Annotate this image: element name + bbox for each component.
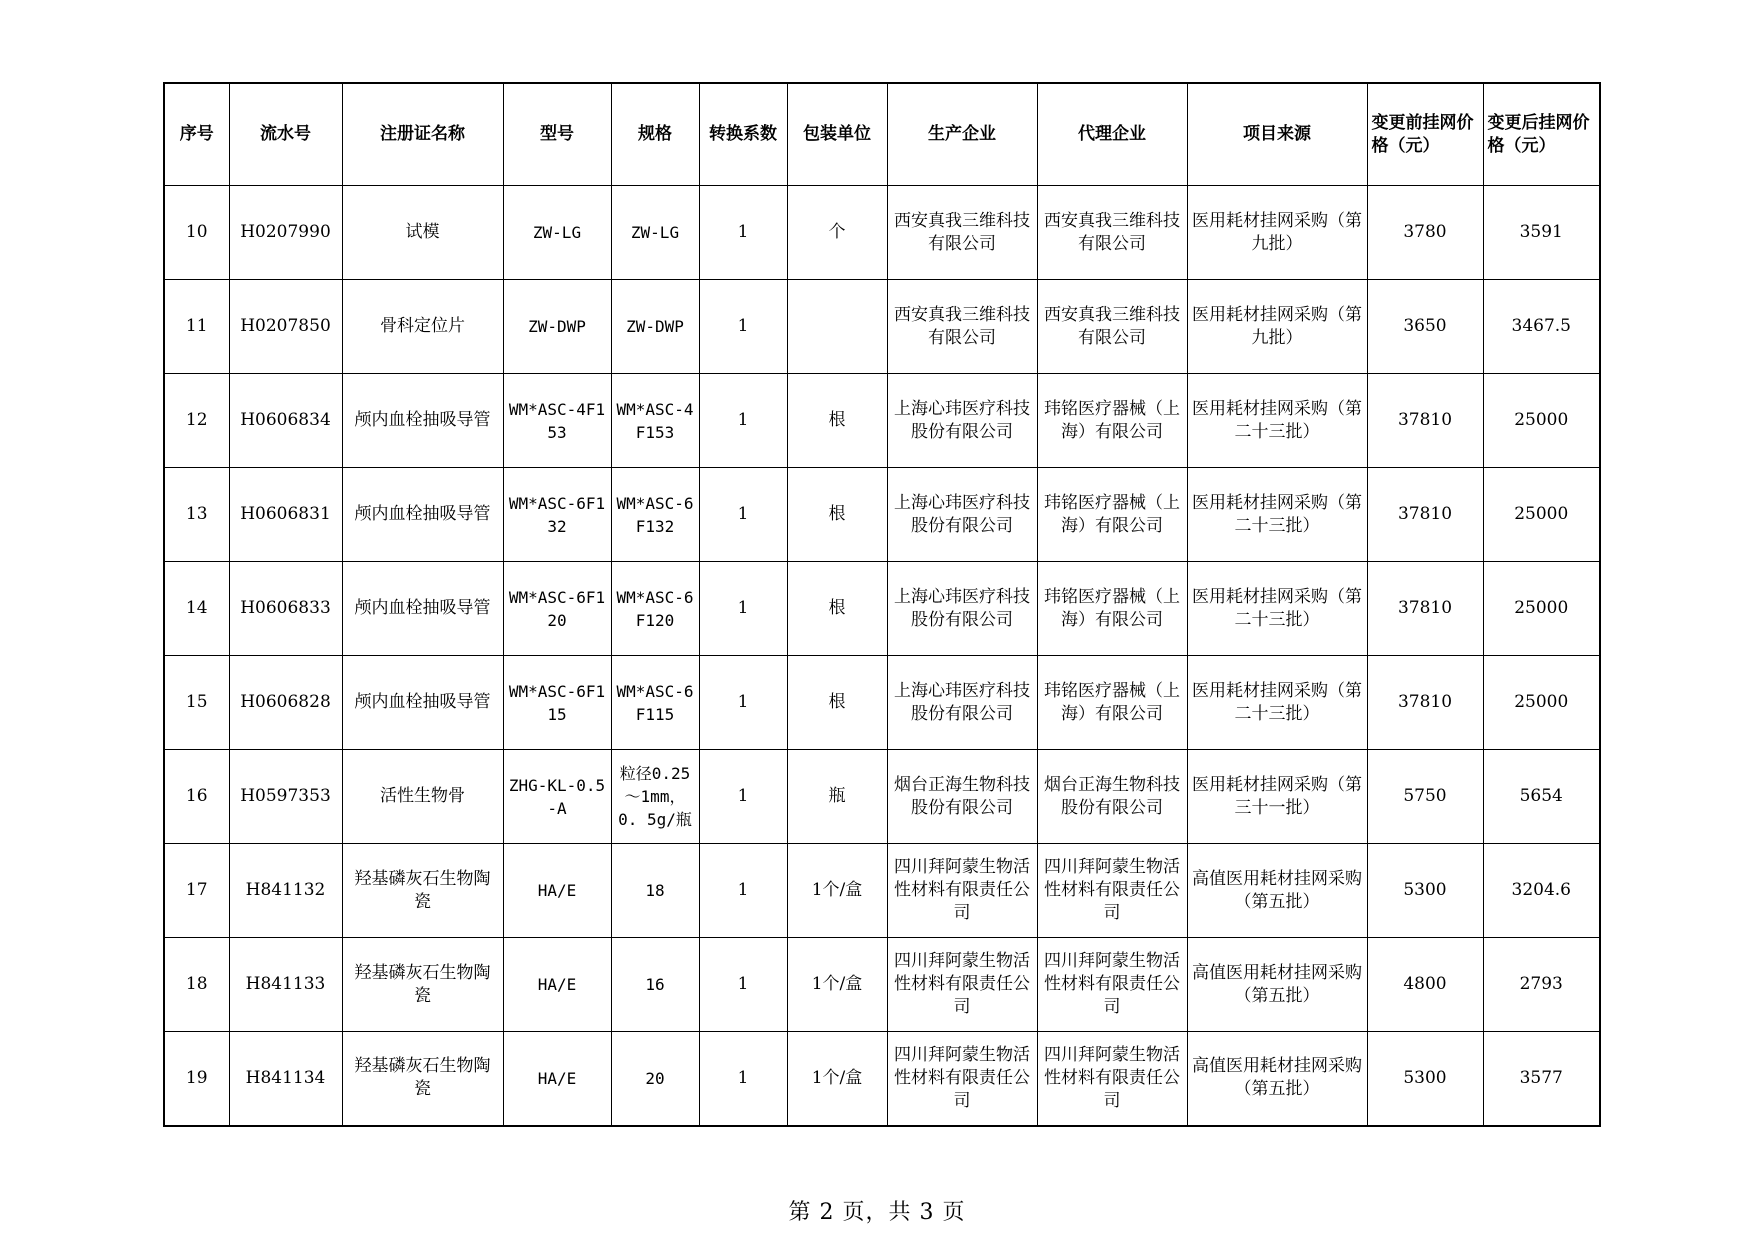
cell-model: HA/E [503, 1032, 611, 1126]
cell-spec: 粒径0.25～1mm，0. 5g/瓶 [611, 750, 699, 844]
cell-serial-no: H0207990 [229, 186, 342, 280]
cell-agent: 玮铭医疗器械（上海）有限公司 [1037, 374, 1187, 468]
table-body [164, 186, 1600, 1126]
cell-price-after: 25000 [1483, 562, 1600, 656]
cell-agent: 四川拜阿蒙生物活性材料有限责任公司 [1037, 844, 1187, 938]
cell-model: WM*ASC-6F115 [503, 656, 611, 750]
cell-price-before: 3780 [1367, 186, 1483, 280]
cell-price-before: 5300 [1367, 1032, 1483, 1126]
header-price-after: 变更后挂网价格（元） [1483, 83, 1600, 186]
cell-model: WM*ASC-6F120 [503, 562, 611, 656]
cell-model: HA/E [503, 844, 611, 938]
cell-spec: 18 [611, 844, 699, 938]
cell-spec: WM*ASC-6F115 [611, 656, 699, 750]
cell-project-source: 高值医用耗材挂网采购（第五批） [1187, 1032, 1367, 1126]
cell-agent: 烟台正海生物科技股份有限公司 [1037, 750, 1187, 844]
cell-price-before: 37810 [1367, 468, 1483, 562]
cell-index: 17 [164, 844, 229, 938]
cell-project-source: 医用耗材挂网采购（第二十三批） [1187, 562, 1367, 656]
cell-registration-name: 羟基磷灰石生物陶瓷 [342, 938, 503, 1032]
cell-manufacturer: 上海心玮医疗科技股份有限公司 [887, 374, 1037, 468]
cell-manufacturer: 上海心玮医疗科技股份有限公司 [887, 656, 1037, 750]
cell-conversion-factor: 1 [699, 750, 787, 844]
cell-project-source: 医用耗材挂网采购（第二十三批） [1187, 374, 1367, 468]
cell-index: 11 [164, 280, 229, 374]
header-manufacturer: 生产企业 [887, 83, 1037, 186]
cell-index: 16 [164, 750, 229, 844]
header-agent: 代理企业 [1037, 83, 1187, 186]
cell-package-unit [787, 280, 887, 374]
header-row [164, 83, 1600, 186]
cell-conversion-factor: 1 [699, 374, 787, 468]
table-row [164, 1032, 1600, 1126]
cell-project-source: 医用耗材挂网采购（第二十三批） [1187, 468, 1367, 562]
cell-index: 13 [164, 468, 229, 562]
cell-spec: ZW-DWP [611, 280, 699, 374]
cell-conversion-factor: 1 [699, 1032, 787, 1126]
cell-price-before: 5300 [1367, 844, 1483, 938]
cell-manufacturer: 西安真我三维科技有限公司 [887, 280, 1037, 374]
cell-manufacturer: 四川拜阿蒙生物活性材料有限责任公司 [887, 938, 1037, 1032]
cell-model: WM*ASC-6F132 [503, 468, 611, 562]
cell-model: HA/E [503, 938, 611, 1032]
cell-registration-name: 颅内血栓抽吸导管 [342, 374, 503, 468]
cell-agent: 玮铭医疗器械（上海）有限公司 [1037, 562, 1187, 656]
cell-price-before: 3650 [1367, 280, 1483, 374]
cell-spec: WM*ASC-6F120 [611, 562, 699, 656]
cell-project-source: 医用耗材挂网采购（第九批） [1187, 186, 1367, 280]
cell-registration-name: 羟基磷灰石生物陶瓷 [342, 1032, 503, 1126]
cell-conversion-factor: 1 [699, 186, 787, 280]
cell-registration-name: 骨科定位片 [342, 280, 503, 374]
cell-conversion-factor: 1 [699, 280, 787, 374]
cell-serial-no: H0207850 [229, 280, 342, 374]
header-price-before: 变更前挂网价格（元） [1367, 83, 1483, 186]
cell-conversion-factor: 1 [699, 562, 787, 656]
cell-agent: 四川拜阿蒙生物活性材料有限责任公司 [1037, 1032, 1187, 1126]
table-row [164, 938, 1600, 1032]
cell-price-after: 3577 [1483, 1032, 1600, 1126]
table-header [164, 83, 1600, 186]
price-change-table [163, 82, 1601, 1127]
cell-package-unit: 根 [787, 656, 887, 750]
page-footer: 第 2 页，共 3 页 [788, 1200, 966, 1225]
cell-price-before: 37810 [1367, 374, 1483, 468]
cell-price-before: 37810 [1367, 656, 1483, 750]
cell-spec: 20 [611, 1032, 699, 1126]
cell-registration-name: 羟基磷灰石生物陶瓷 [342, 844, 503, 938]
table-row [164, 656, 1600, 750]
cell-index: 19 [164, 1032, 229, 1126]
header-package-unit: 包装单位 [787, 83, 887, 186]
cell-model: ZW-LG [503, 186, 611, 280]
cell-price-after: 3467.5 [1483, 280, 1600, 374]
cell-serial-no: H841132 [229, 844, 342, 938]
cell-registration-name: 颅内血栓抽吸导管 [342, 468, 503, 562]
cell-conversion-factor: 1 [699, 468, 787, 562]
cell-price-after: 2793 [1483, 938, 1600, 1032]
cell-index: 14 [164, 562, 229, 656]
cell-serial-no: H841133 [229, 938, 342, 1032]
header-model: 型号 [503, 83, 611, 186]
header-index: 序号 [164, 83, 229, 186]
header-conversion-factor: 转换系数 [699, 83, 787, 186]
cell-manufacturer: 烟台正海生物科技股份有限公司 [887, 750, 1037, 844]
cell-manufacturer: 四川拜阿蒙生物活性材料有限责任公司 [887, 1032, 1037, 1126]
header-serial-no: 流水号 [229, 83, 342, 186]
cell-manufacturer: 上海心玮医疗科技股份有限公司 [887, 468, 1037, 562]
cell-spec: WM*ASC-4F153 [611, 374, 699, 468]
cell-index: 18 [164, 938, 229, 1032]
cell-project-source: 高值医用耗材挂网采购（第五批） [1187, 844, 1367, 938]
cell-package-unit: 根 [787, 374, 887, 468]
cell-registration-name: 试模 [342, 186, 503, 280]
cell-price-before: 37810 [1367, 562, 1483, 656]
cell-agent: 西安真我三维科技有限公司 [1037, 280, 1187, 374]
cell-package-unit: 根 [787, 562, 887, 656]
cell-index: 10 [164, 186, 229, 280]
cell-serial-no: H841134 [229, 1032, 342, 1126]
cell-manufacturer: 四川拜阿蒙生物活性材料有限责任公司 [887, 844, 1037, 938]
cell-package-unit: 1个/盒 [787, 844, 887, 938]
cell-project-source: 医用耗材挂网采购（第二十三批） [1187, 656, 1367, 750]
cell-price-before: 4800 [1367, 938, 1483, 1032]
cell-agent: 四川拜阿蒙生物活性材料有限责任公司 [1037, 938, 1187, 1032]
cell-index: 15 [164, 656, 229, 750]
header-spec: 规格 [611, 83, 699, 186]
cell-agent: 玮铭医疗器械（上海）有限公司 [1037, 468, 1187, 562]
table-row [164, 186, 1600, 280]
cell-spec: 16 [611, 938, 699, 1032]
table-row [164, 750, 1600, 844]
cell-serial-no: H0606834 [229, 374, 342, 468]
cell-registration-name: 颅内血栓抽吸导管 [342, 656, 503, 750]
table-row [164, 844, 1600, 938]
cell-price-after: 25000 [1483, 468, 1600, 562]
cell-package-unit: 根 [787, 468, 887, 562]
cell-manufacturer: 西安真我三维科技有限公司 [887, 186, 1037, 280]
cell-serial-no: H0606833 [229, 562, 342, 656]
cell-serial-no: H0606831 [229, 468, 342, 562]
cell-price-after: 3591 [1483, 186, 1600, 280]
cell-project-source: 医用耗材挂网采购（第九批） [1187, 280, 1367, 374]
cell-price-after: 25000 [1483, 374, 1600, 468]
cell-spec: WM*ASC-6F132 [611, 468, 699, 562]
table-row [164, 562, 1600, 656]
cell-project-source: 医用耗材挂网采购（第三十一批） [1187, 750, 1367, 844]
table-row [164, 374, 1600, 468]
cell-conversion-factor: 1 [699, 656, 787, 750]
cell-agent: 西安真我三维科技有限公司 [1037, 186, 1187, 280]
cell-conversion-factor: 1 [699, 844, 787, 938]
cell-package-unit: 个 [787, 186, 887, 280]
table-row [164, 280, 1600, 374]
cell-price-after: 5654 [1483, 750, 1600, 844]
cell-conversion-factor: 1 [699, 938, 787, 1032]
cell-package-unit: 瓶 [787, 750, 887, 844]
table-row [164, 468, 1600, 562]
cell-price-before: 5750 [1367, 750, 1483, 844]
cell-agent: 玮铭医疗器械（上海）有限公司 [1037, 656, 1187, 750]
header-project-source: 项目来源 [1187, 83, 1367, 186]
cell-serial-no: H0597353 [229, 750, 342, 844]
cell-model: WM*ASC-4F153 [503, 374, 611, 468]
cell-package-unit: 1个/盒 [787, 938, 887, 1032]
cell-price-after: 25000 [1483, 656, 1600, 750]
cell-price-after: 3204.6 [1483, 844, 1600, 938]
cell-model: ZHG-KL-0.5-A [503, 750, 611, 844]
cell-registration-name: 颅内血栓抽吸导管 [342, 562, 503, 656]
header-registration-name: 注册证名称 [342, 83, 503, 186]
cell-manufacturer: 上海心玮医疗科技股份有限公司 [887, 562, 1037, 656]
cell-package-unit: 1个/盒 [787, 1032, 887, 1126]
cell-serial-no: H0606828 [229, 656, 342, 750]
cell-registration-name: 活性生物骨 [342, 750, 503, 844]
cell-index: 12 [164, 374, 229, 468]
cell-project-source: 高值医用耗材挂网采购（第五批） [1187, 938, 1367, 1032]
cell-spec: ZW-LG [611, 186, 699, 280]
cell-model: ZW-DWP [503, 280, 611, 374]
